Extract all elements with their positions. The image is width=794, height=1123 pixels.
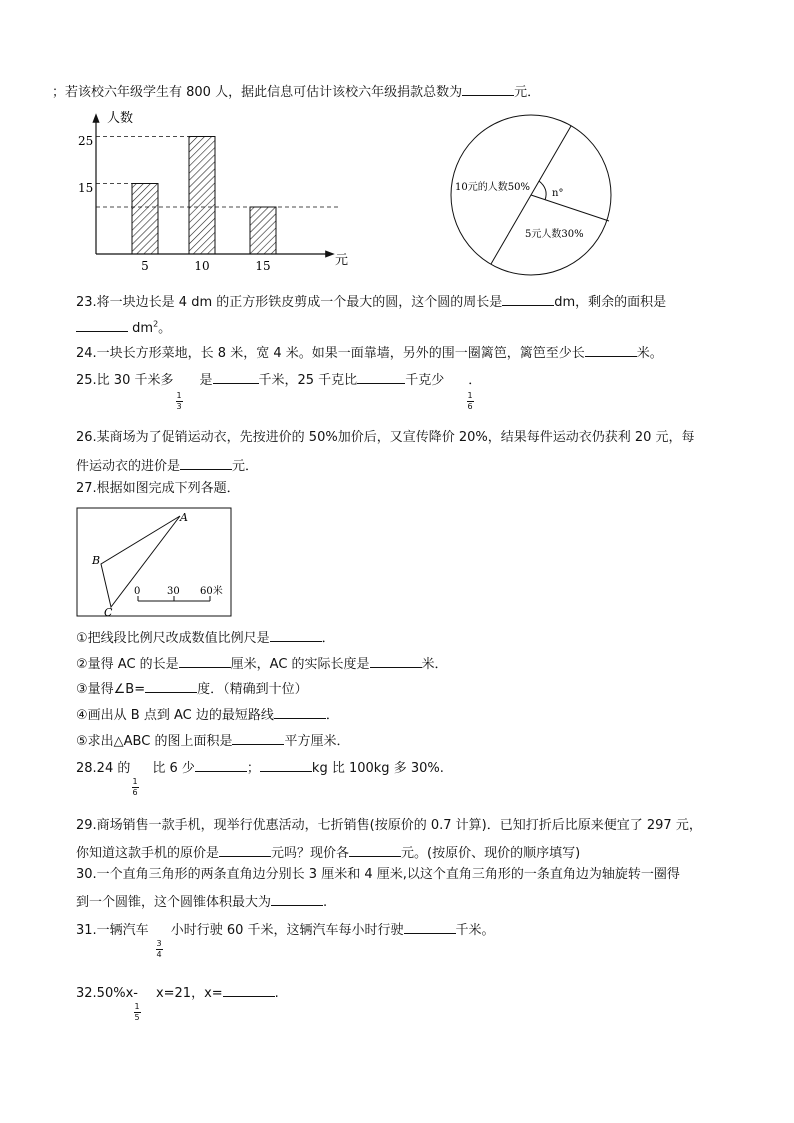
y-axis-label: 人数 xyxy=(107,111,134,126)
q27-item-end: 平方厘米． xyxy=(284,734,350,749)
q31-line xyxy=(76,920,495,939)
q27-title-text: 27.根据如图完成下列各题． xyxy=(76,481,240,496)
q25-text4: 千克少 xyxy=(405,373,445,388)
angle-arc xyxy=(539,181,546,200)
q30-text3: . xyxy=(323,895,328,910)
q23-text2: dm，剩余的面积是 xyxy=(554,295,667,310)
q27-item4 xyxy=(76,705,339,724)
q26-text: 26.某商场为了促销运动衣，先按进价的 50%加价后，又宣传降价 20%，结果每件运动衣仍获利 20 元，每 xyxy=(76,430,695,445)
fraction-1-6 xyxy=(465,392,475,411)
q27-item-text: ②量得 AC 的长是 xyxy=(76,657,179,672)
q27-item-end: ． xyxy=(321,631,335,646)
q27-item-end: ． xyxy=(325,708,339,723)
q26-line2 xyxy=(76,456,258,475)
frac-num: 3 xyxy=(156,939,162,948)
answer-blank[interactable] xyxy=(271,892,323,906)
pie-label-5yuan: 5元人数30% xyxy=(525,229,584,240)
frac-den: 6 xyxy=(132,788,138,797)
bar-chart xyxy=(65,106,425,276)
q28-text3: ； xyxy=(246,761,260,776)
q24-text2: 米。 xyxy=(636,346,663,361)
fraction-1-6 xyxy=(130,778,140,797)
q28-text1: 28.24 的 xyxy=(76,761,131,776)
q29-text2: 你知道这款手机的原价是 xyxy=(76,846,220,861)
q27-item-end: 度．（精确到十位） xyxy=(197,682,308,697)
answer-blank[interactable] xyxy=(270,628,322,642)
q27-item2 xyxy=(76,654,448,673)
y-tick-25: 25 xyxy=(78,134,94,148)
q27-item3 xyxy=(76,679,308,698)
scale-60: 60米 xyxy=(200,586,223,597)
q23-sup: 2 xyxy=(153,319,159,329)
answer-blank[interactable] xyxy=(145,679,197,693)
pie-label-n: n° xyxy=(552,188,564,199)
answer-blank[interactable] xyxy=(223,983,275,997)
intro-text: ；若该校六年级学生有 800 人，据此信息可估计该校六年级捐款总数为 xyxy=(52,85,463,100)
q25-text2: 是 xyxy=(199,373,213,388)
q31-text3: 千米。 xyxy=(455,923,495,938)
q27-item-mid: 厘米，AC 的实际长度是 xyxy=(230,657,370,672)
q23-line1 xyxy=(76,292,666,311)
q32-line xyxy=(76,983,279,1002)
q23-line2 xyxy=(76,318,171,337)
x-tick-5: 5 xyxy=(141,259,149,273)
y-tick-15: 15 xyxy=(78,181,94,195)
q26-text3: 元． xyxy=(232,459,259,474)
answer-blank[interactable] xyxy=(349,843,401,857)
answer-blank[interactable] xyxy=(274,705,326,719)
label-c: C xyxy=(104,606,113,619)
q27-item-text: ①把线段比例尺改成数值比例尺是 xyxy=(76,631,270,646)
q27-item-end: 米． xyxy=(421,657,448,672)
q29-text: 29.商场销售一款手机，现举行优惠活动，七折销售(按原价的 0.7 计算)．已知打折后比原来便宜了 297 元， xyxy=(76,818,702,833)
triangle-figure xyxy=(76,507,236,619)
frac-num: 1 xyxy=(467,391,473,400)
q25-text3: 千米，25 千克比 xyxy=(258,373,358,388)
q32-text3: . xyxy=(274,986,279,1001)
frac-num: 1 xyxy=(134,1002,140,1011)
label-b: B xyxy=(92,554,101,567)
answer-blank[interactable] xyxy=(462,82,514,96)
bar-10 xyxy=(189,137,215,255)
fraction-3-4 xyxy=(154,940,164,959)
q27-item1 xyxy=(76,628,335,647)
x-axis-label: 元 xyxy=(335,253,349,268)
q24-line xyxy=(76,343,663,362)
q30-text: 30.一个直角三角形的两条直角边分别长 3 厘米和 4 厘米,以这个直角三角形的一条直角边为轴旋转一圈得 xyxy=(76,867,680,882)
q28-text4: kg 比 100kg 多 30%. xyxy=(311,761,444,776)
q32-text2: x=21，x= xyxy=(155,986,223,1001)
q30-line1 xyxy=(76,867,680,883)
q27-item-text: ④画出从 B 点到 AC 边的最短路线 xyxy=(76,708,274,723)
answer-blank[interactable] xyxy=(219,843,271,857)
q31-text1: 31.一辆汽车 xyxy=(76,923,149,938)
q26-text2: 件运动衣的进价是 xyxy=(76,459,181,474)
q30-text2: 到一个圆锥，这个圆锥体积最大为 xyxy=(76,895,272,910)
q29-text3: 元吗？现价各 xyxy=(271,846,350,861)
scale-0: 0 xyxy=(134,586,141,597)
q28-line xyxy=(76,758,444,777)
q32-text1: 32.50%x- xyxy=(76,986,138,1001)
q31-text2: 小时行驶 60 千米，这辆汽车每小时行驶 xyxy=(170,923,404,938)
q25-text5: ． xyxy=(468,373,482,388)
q25-text1: 25.比 30 千米多 xyxy=(76,373,174,388)
label-a: A xyxy=(180,511,188,524)
intro-suffix: 元． xyxy=(514,85,541,100)
answer-blank[interactable] xyxy=(180,456,232,470)
frac-den: 5 xyxy=(134,1013,140,1022)
fraction-1-3 xyxy=(174,392,184,411)
pie-chart xyxy=(443,103,623,283)
q23-end: 。 xyxy=(158,321,172,336)
x-tick-10: 10 xyxy=(194,259,210,273)
answer-blank[interactable] xyxy=(370,654,422,668)
answer-blank[interactable] xyxy=(585,343,637,357)
q23-text: 23.将一块边长是 4 dm 的正方形铁皮剪成一个最大的圆，这个圆的周长是 xyxy=(76,295,503,310)
pie-divider-2 xyxy=(531,195,609,221)
answer-blank[interactable] xyxy=(232,731,284,745)
q30-line2 xyxy=(76,892,327,911)
frac-den: 4 xyxy=(156,950,162,959)
answer-blank[interactable] xyxy=(404,920,456,934)
q29-line2 xyxy=(76,843,580,862)
q28-text2: 比 6 少 xyxy=(152,761,195,776)
answer-blank[interactable] xyxy=(502,292,554,306)
answer-blank[interactable] xyxy=(76,318,128,332)
answer-blank[interactable] xyxy=(260,758,312,772)
q24-text: 24.一块长方形菜地，长 8 米，宽 4 米。如果一面靠墙，另外的围一圈篱笆，篱笆至少长 xyxy=(76,346,585,361)
q27-item-text: ⑤求出△ABC 的图上面积是 xyxy=(76,734,233,749)
q29-text4: 元。(按原价、现价的顺序填写) xyxy=(401,846,581,861)
q27-title xyxy=(76,481,240,497)
frac-den: 3 xyxy=(176,402,182,411)
scale-30: 30 xyxy=(167,586,180,597)
bar-15 xyxy=(250,207,276,254)
frac-den: 6 xyxy=(467,402,473,411)
answer-blank[interactable] xyxy=(213,370,259,384)
intro-line xyxy=(52,82,540,101)
frac-num: 1 xyxy=(132,777,138,786)
q27-item5 xyxy=(76,731,349,750)
answer-blank[interactable] xyxy=(195,758,247,772)
q27-item-text: ③量得∠B= xyxy=(76,682,146,697)
q29-line1 xyxy=(76,818,702,834)
pie-label-10yuan: 10元的人数50% xyxy=(455,182,530,193)
q25-line xyxy=(76,370,481,389)
fraction-1-5 xyxy=(132,1003,142,1022)
bar-5 xyxy=(132,184,158,255)
q26-line1 xyxy=(76,430,695,446)
q23-unit: dm xyxy=(132,321,154,336)
answer-blank[interactable] xyxy=(179,654,231,668)
answer-blank[interactable] xyxy=(357,370,405,384)
x-tick-15: 15 xyxy=(255,259,271,273)
frac-num: 1 xyxy=(176,391,182,400)
